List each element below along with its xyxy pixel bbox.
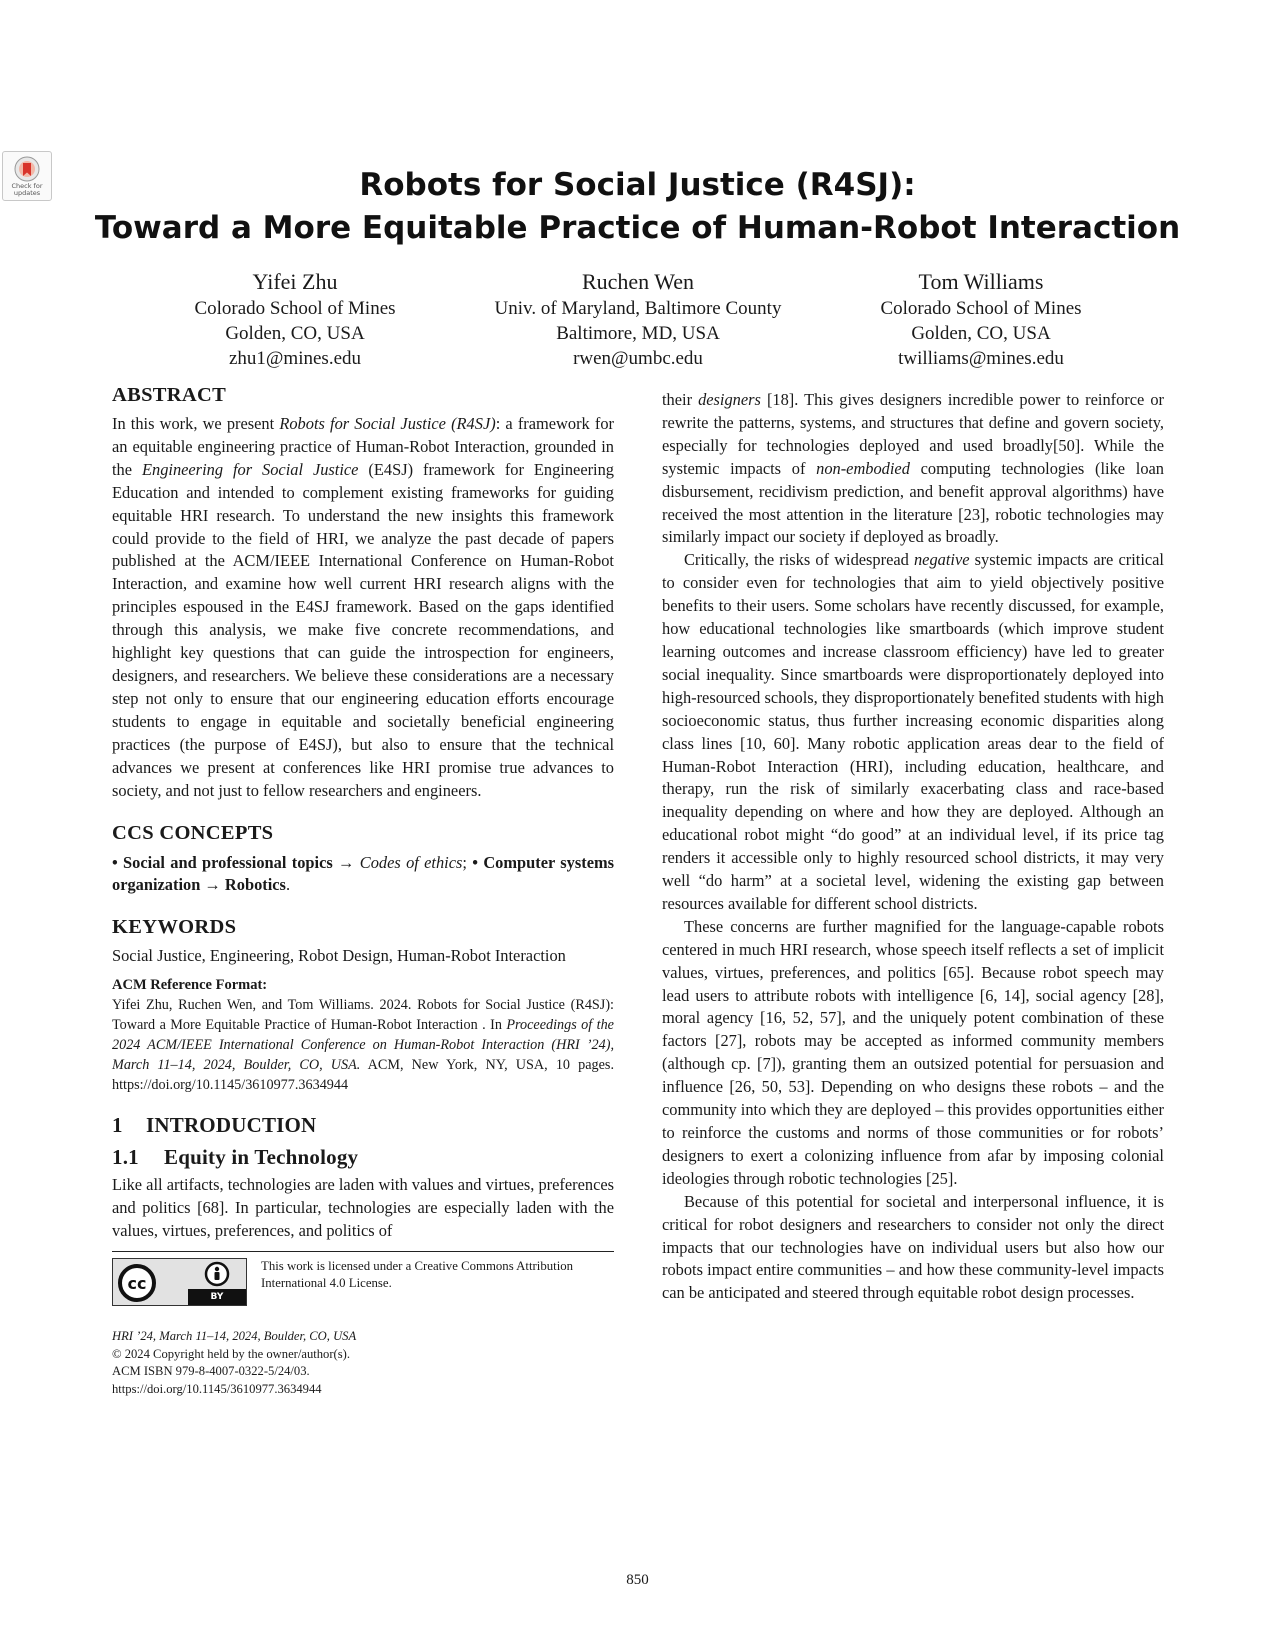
author-location: Golden, CO, USA (911, 323, 1051, 344)
license-text: This work is licensed under a Creative Commons Attribution International 4.0 License. (261, 1259, 574, 1291)
body-paragraph (662, 549, 1164, 916)
badge-line-2: updates (13, 189, 41, 197)
abstract-text (112, 413, 614, 802)
author-location: Baltimore, MD, USA (556, 323, 720, 344)
author-name: Ruchen Wen (581, 269, 695, 294)
reference-part: Yifei Zhu, Ruchen Wen, and Tom Williams. 2024. Robots for Social Justice (R4SJ): Toward a More Equitable Practice of Human-Robot Interaction . In (112, 997, 614, 1034)
page-number: 850 (626, 1572, 649, 1588)
ccs-end: . (285, 875, 291, 895)
reference-part: ACM, New York, NY, USA, 10 pages. https://doi.org/10.1145/3610977.3634944 (112, 1057, 615, 1094)
text-part: Critically, the risks of widespread (684, 550, 914, 570)
ccs-concepts (112, 852, 614, 896)
title-line-2: Toward a More Equitable Practice of Human-Robot Interaction (94, 210, 1181, 246)
emphasis: negative (913, 550, 970, 570)
author-affiliation: Univ. of Maryland, Baltimore County (494, 298, 782, 319)
body-paragraph (662, 389, 1164, 549)
ccs-item: Robotics (224, 875, 286, 895)
emphasis: non-embodied (816, 458, 910, 478)
author-1 (115, 268, 475, 371)
abstract-emphasis: Robots for Social Justice (R4SJ) (279, 414, 496, 433)
intro-paragraph: Like all artifacts, technologies are laden with values and virtues, preferences and politics [68]. In particular, technologies are especially laden with the values, virtues, preferences, and politics of (112, 1175, 614, 1241)
author-email[interactable]: zhu1@mines.edu (229, 348, 361, 369)
subsection-number: 1.1 (112, 1145, 139, 1170)
author-affiliation: Colorado School of Mines (880, 298, 1082, 319)
introduction-heading (112, 1112, 614, 1138)
author-3 (801, 268, 1161, 371)
body-paragraph: These concerns are further magnified for the language-capable robots centered in much HRI research, whose speech itself reflects a set of implicit values, virtues, preferences, and politics [65]. Because robot speech may lead users to attribute robots with intelligence [6, 14], social agency [28], moral agency [16, 52, 57], and the uniquely potent combination of these factors [27], robots may be accepted as informed community members (although cp. [7]), granting them an outsized potential for persuasion and influence [26, 50, 53]. Depending on who designs these robots – and the community into which they are deployed – this provides opportunities either to reinforce the customs and norms of those communities or for robots’ designers to exert a colonizing influence from afar by imposing colonial ideologies through robotic technologies [25]. (662, 916, 1164, 1188)
copyright-line: © 2024 Copyright held by the owner/author(s). (112, 1346, 350, 1361)
ccs-arrow: → (332, 853, 360, 873)
ccs-arrow: → (200, 875, 225, 895)
text-part: computing technologies (like loan disbursement, recidivism prediction, and benefit approval algorithms) have received the most attention in the literature [23], robotic technologies may similarly impact our society if deployed as broadly. (662, 458, 1164, 547)
abstract-text-part: : a framework for an equitable engineering practice of Human-Robot Interaction, grounded in the (112, 414, 614, 479)
right-column (662, 389, 1164, 1305)
ccs-item: • Social and professional topics (112, 853, 333, 873)
emphasis: designers (698, 390, 761, 409)
abstract-emphasis: Engineering for Social Justice (141, 459, 359, 479)
acm-reference-text (112, 995, 614, 1095)
text-part: systemic impacts are critical to consider even for technologies that aim to yield objectively positive benefits to their users. Some scholars have recently discussed, for example, how educational technologies like smartboards (which improve student learning outcomes and increase classroom efficiency) have led to greater social inequality. Since smartboards were disproportionately deployed into high-resourced schools, they disproportionately benefited students with high socioeconomic status, thus further increasing economic disparities along class lines [10, 60]. Many robotic application areas dear to the field of Human-Robot Interaction (HRI), including education, healthcare, and therapy, run the risk of similarly exacerbating class and race-based inequality depending on where and how they are deployed. Although an educational robot might “do good” at an individual level, if its price tag renders it accessible only to highly resourced school districts, it may very well “do harm” at a societal level, widening the existing gap between resources available for different school districts. (662, 550, 1164, 913)
author-name: Yifei Zhu (252, 269, 338, 294)
author-email[interactable]: twilliams@mines.edu (898, 348, 1064, 369)
copyright-footnote (112, 1328, 614, 1398)
keywords-heading: KEYWORDS (112, 916, 237, 939)
author-email[interactable]: rwen@umbc.edu (573, 348, 703, 369)
license-block (112, 1258, 614, 1306)
svg-text:cc: cc (127, 1274, 147, 1294)
acm-reference-heading: ACM Reference Format: (112, 977, 268, 994)
ccs-item: • Computer systems organization (112, 853, 614, 895)
ccs-item: Codes of ethics (359, 853, 463, 873)
keywords-text: Social Justice, Engineering, Robot Design, Human-Robot Interaction (112, 946, 566, 966)
author-affiliation: Colorado School of Mines (194, 298, 396, 319)
abstract-heading: ABSTRACT (112, 384, 227, 406)
subsection-title: Equity in Technology (164, 1145, 359, 1170)
section-title: INTRODUCTION (146, 1113, 317, 1138)
isbn-line: ACM ISBN 979-8-4007-0322-5/24/03. (112, 1364, 310, 1379)
abstract-text-part: (E4SJ) framework for Engineering Education and intended to complement existing frameworks for guiding equitable HRI research. To understand the new insights this framework could provide to the field of HRI, we analyze the past decade of papers published at the ACM/IEEE International Conference on Human-Robot Interaction, and examine how well current HRI research aligns with the principles espoused in the E4SJ framework. Based on the gaps identified through this analysis, we make five concrete recommendations, and highlight key questions that can guide the introspection for engineers, designers, and researchers. We believe these considerations are a necessary step not only to ensure that our engineering education efforts encourage students to engage in equitable and societally beneficial engineering practices (the purpose of E4SJ), but also to ensure that the technical advances we present at conferences like HRI promise true advances to society, and not just to fellow researchers and engineers. (112, 459, 615, 800)
person-attribution-icon (188, 1259, 246, 1289)
reference-proceedings: Proceedings of the 2024 ACM/IEEE International Conference on Human-Robot Interaction (HRI ’24), March 11–14, 2024, Boulder, CO, USA. (112, 1017, 614, 1074)
badge-line-1: Check for (11, 182, 43, 190)
author-name: Tom Williams (918, 269, 1044, 294)
cc-by-license-badge[interactable] (112, 1258, 247, 1306)
abstract-text-part: In this work, we present (112, 414, 280, 433)
author-block (0, 268, 1275, 368)
section-number: 1 (112, 1113, 123, 1138)
text-part: their (662, 390, 699, 409)
cc-by-label: BY (188, 1289, 246, 1305)
author-2 (458, 268, 818, 371)
title-line-1: Robots for Social Justice (R4SJ): (359, 167, 916, 203)
left-column (112, 383, 614, 1398)
ccs-heading: CCS CONCEPTS (112, 822, 274, 845)
author-location: Golden, CO, USA (225, 323, 365, 344)
footer-divider (112, 1251, 614, 1252)
text-part: [18]. This gives designers incredible power to reinforce or rewrite the patterns, systems, and structures that define and govern society, especially for technologies deployed and used broadly[50]. While the systemic impacts of (662, 390, 1164, 478)
subsection-heading (112, 1144, 614, 1170)
cc-logo (113, 1259, 188, 1305)
doi-link[interactable]: https://doi.org/10.1145/3610977.3634944 (112, 1381, 322, 1396)
ccs-separator: ; (462, 853, 473, 873)
body-paragraph: Because of this potential for societal and interpersonal influence, it is critical for robot designers and researchers to consider not only the direct impacts that our technologies have on individual users but also how our robots impact entire communities – and how these community-level impacts can be anticipated and steered through equitable robot design processes. (662, 1191, 1164, 1303)
paper-title (0, 164, 1275, 250)
creative-commons-icon (113, 1259, 188, 1305)
conference-line: HRI ’24, March 11–14, 2024, Boulder, CO, USA (112, 1329, 357, 1344)
